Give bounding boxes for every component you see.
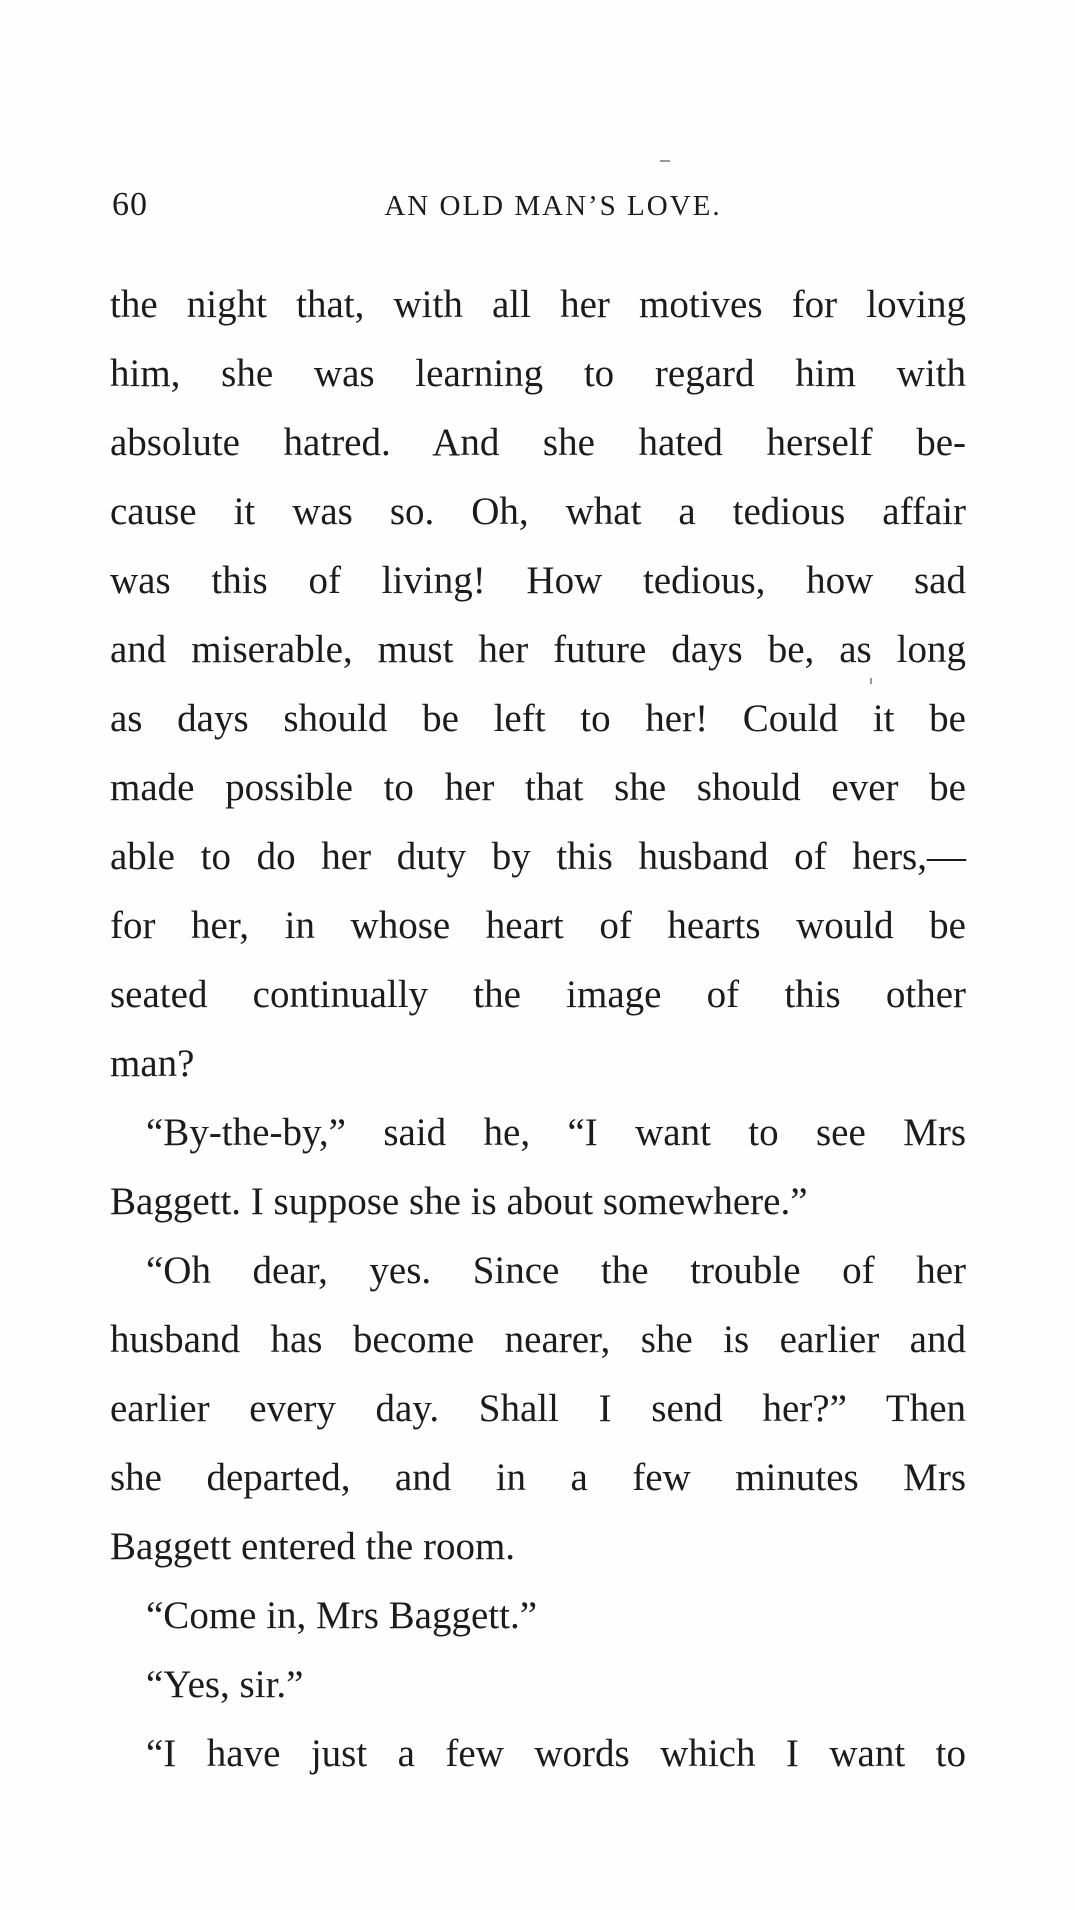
print-speck bbox=[870, 678, 872, 684]
text-line: as days should be left to her! Could it be bbox=[110, 697, 966, 740]
text-line: able to do her duty by this husband of hers,— bbox=[110, 835, 966, 878]
text-line: “Oh dear, yes. Since the trouble of her bbox=[146, 1249, 966, 1292]
text-line: and miserable, must her future days be, as long bbox=[110, 628, 966, 671]
text-line: “By-the-by,” said he, “I want to see Mrs bbox=[146, 1111, 966, 1154]
body-text bbox=[110, 270, 966, 1788]
page-header bbox=[112, 186, 964, 236]
text-line: she departed, and in a few minutes Mrs bbox=[110, 1456, 966, 1499]
text-line: him, she was learning to regard him with bbox=[110, 352, 966, 395]
text-line: for her, in whose heart of hearts would be bbox=[110, 904, 966, 947]
text-line: Baggett. I suppose she is about somewhere.” bbox=[110, 1180, 808, 1223]
text-line: husband has become nearer, she is earlier and bbox=[110, 1318, 966, 1361]
print-speck bbox=[660, 160, 670, 162]
text-line: earlier every day. Shall I send her?” Then bbox=[110, 1387, 966, 1430]
page-number: 60 bbox=[112, 186, 148, 223]
text-line: “Yes, sir.” bbox=[146, 1663, 304, 1706]
text-line: Baggett entered the room. bbox=[110, 1525, 516, 1568]
text-line: made possible to her that she should ever be bbox=[110, 766, 966, 809]
running-title: AN OLD MAN’S LOVE. bbox=[384, 190, 722, 222]
text-line: “I have just a few words which I want to bbox=[146, 1732, 966, 1775]
text-line: cause it was so. Oh, what a tedious affair bbox=[110, 490, 966, 533]
text-line: “Come in, Mrs Baggett.” bbox=[146, 1594, 538, 1637]
text-line: the night that, with all her motives for loving bbox=[110, 283, 966, 326]
text-line: was this of living! How tedious, how sad bbox=[110, 559, 966, 602]
text-line: seated continually the image of this other bbox=[110, 973, 966, 1016]
text-line: man? bbox=[110, 1042, 195, 1085]
text-line: absolute hatred. And she hated herself be- bbox=[110, 421, 966, 464]
